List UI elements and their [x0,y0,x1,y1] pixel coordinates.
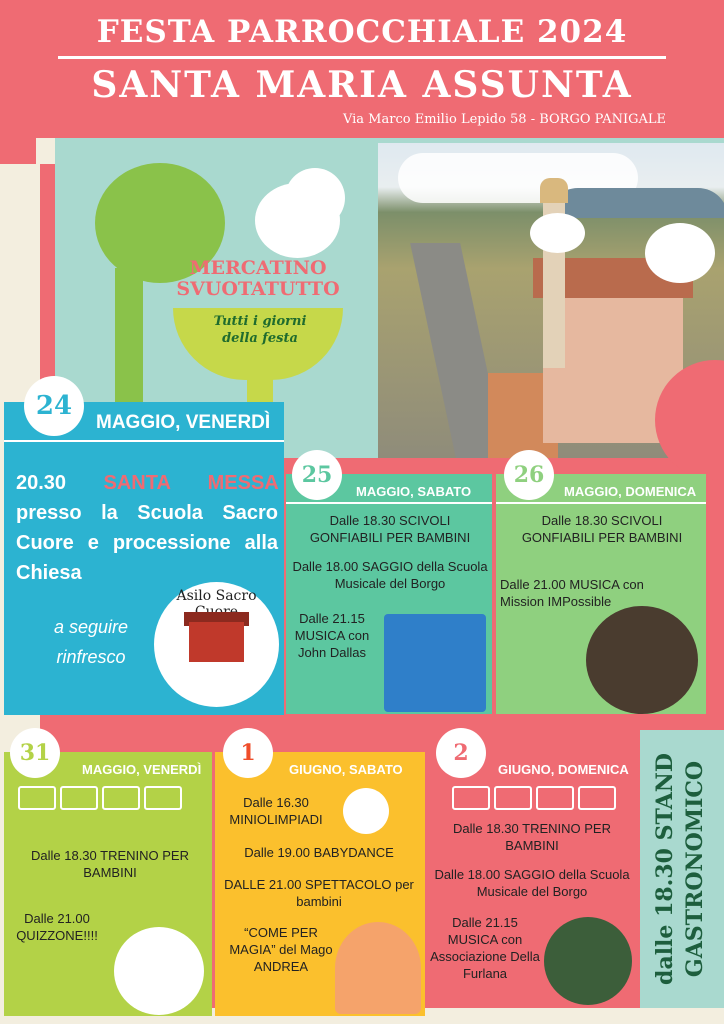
caption-divider [496,502,706,504]
event-description: 20.30 SANTA MESSA presso la Scuola Sacro Cuore e processione alla Chiesa [16,472,278,584]
train-icon [18,786,186,816]
band-photo [586,606,698,714]
event-line: Dalle 21.00 QUIZZONE!!!! [16,911,98,943]
cervellone-logo [114,927,204,1015]
stand-gastronomico-banner [640,730,724,1008]
header-divider [58,56,666,59]
day-caption: GIUGNO, SABATO [289,762,403,777]
event-line: Dalle 18.30 TRENINO PER BAMBINI [31,848,189,880]
day-caption: MAGGIO, DOMENICA [564,484,697,499]
logo-house [189,622,244,662]
train-icon [452,786,620,816]
cloud-shape [285,168,345,228]
mercatino-title: MERCATINO SVUOTATUTTO [176,257,340,300]
event-line: Dalle 21.15 MUSICA con Associazione Della Furlana [430,915,540,981]
mercatino-subtitle: Tutti i giorni della festa [213,314,307,346]
photo-bell-tower-top [540,178,568,203]
cloud-shape [530,213,585,253]
event-line: Dalle 18.00 SAGGIO della Scuola Musicale del Borgo [292,559,488,591]
day-caption: GIUGNO, DOMENICA [498,762,629,777]
day-badge: 31 [10,728,60,778]
event-line: Dalle 18.30 TRENINO PER BAMBINI [453,821,611,853]
event-highlight: SANTA MESSA [103,472,278,494]
event-line: Dalle 18.30 SCIVOLI GONFIABILI PER BAMBINI [309,513,471,545]
day-badge: 2 [436,728,486,778]
event-line: Dalle 16.30 MINIOLIMPIADI [229,795,323,827]
miniolimpiadi-logo [343,788,389,834]
event-card-2 [428,740,636,1008]
furlana-association-logo [544,917,632,1005]
address: Via Marco Emilio Lepido 58 - BORGO PANIGALE [342,112,666,127]
event-card-25 [286,462,492,714]
event-card-1 [215,740,425,1016]
photo-hills [548,188,724,218]
logo-text: Asilo Sacro [176,588,257,604]
cloud-shape [645,223,715,283]
mago-andrea-photo [335,922,421,1014]
page-title: FESTA PARROCCHIALE 2024 [96,14,628,50]
stand-text: dalle 18.30 STAND GASTRONOMICO [652,753,708,985]
day-badge: 25 [292,450,342,500]
day-caption: MAGGIO, SABATO [356,484,472,499]
event-line: Dalle 18.30 SCIVOLI GONFIABILI PER BAMBINI [521,513,683,545]
event-note: a seguire rinfresco [53,617,129,667]
day-caption: MAGGIO, VENERDÌ [96,412,271,433]
event-card-26 [496,462,706,714]
page-subtitle: SANTA MARIA ASSUNTA [91,64,633,106]
day-badge: 24 [24,376,84,436]
event-line: Dalle 19.00 BABYDANCE [244,845,394,860]
event-card-24 [4,391,284,715]
asilo-sacro-cuore-logo [154,582,279,707]
event-line: Dalle 18.00 SAGGIO della Scuola Musicale del Borgo [434,867,630,899]
day-badge: 26 [504,450,554,500]
event-line: Dalle 21.15 MUSICA con John Dallas [294,611,370,660]
day-badge: 1 [223,728,273,778]
event-line: Dalle 21.00 MUSICA con Mission IMPossible [500,577,644,609]
event-card-31 [4,740,212,1016]
event-line: “COME PER MAGIA” del Mago ANDREA [229,925,333,974]
day-caption: MAGGIO, VENERDÌ [82,762,202,777]
caption-divider [286,502,492,504]
caption-divider [4,440,284,442]
event-line: DALLE 21.00 SPETTACOLO per bambini [224,877,414,909]
john-dallas-photo [384,614,486,712]
